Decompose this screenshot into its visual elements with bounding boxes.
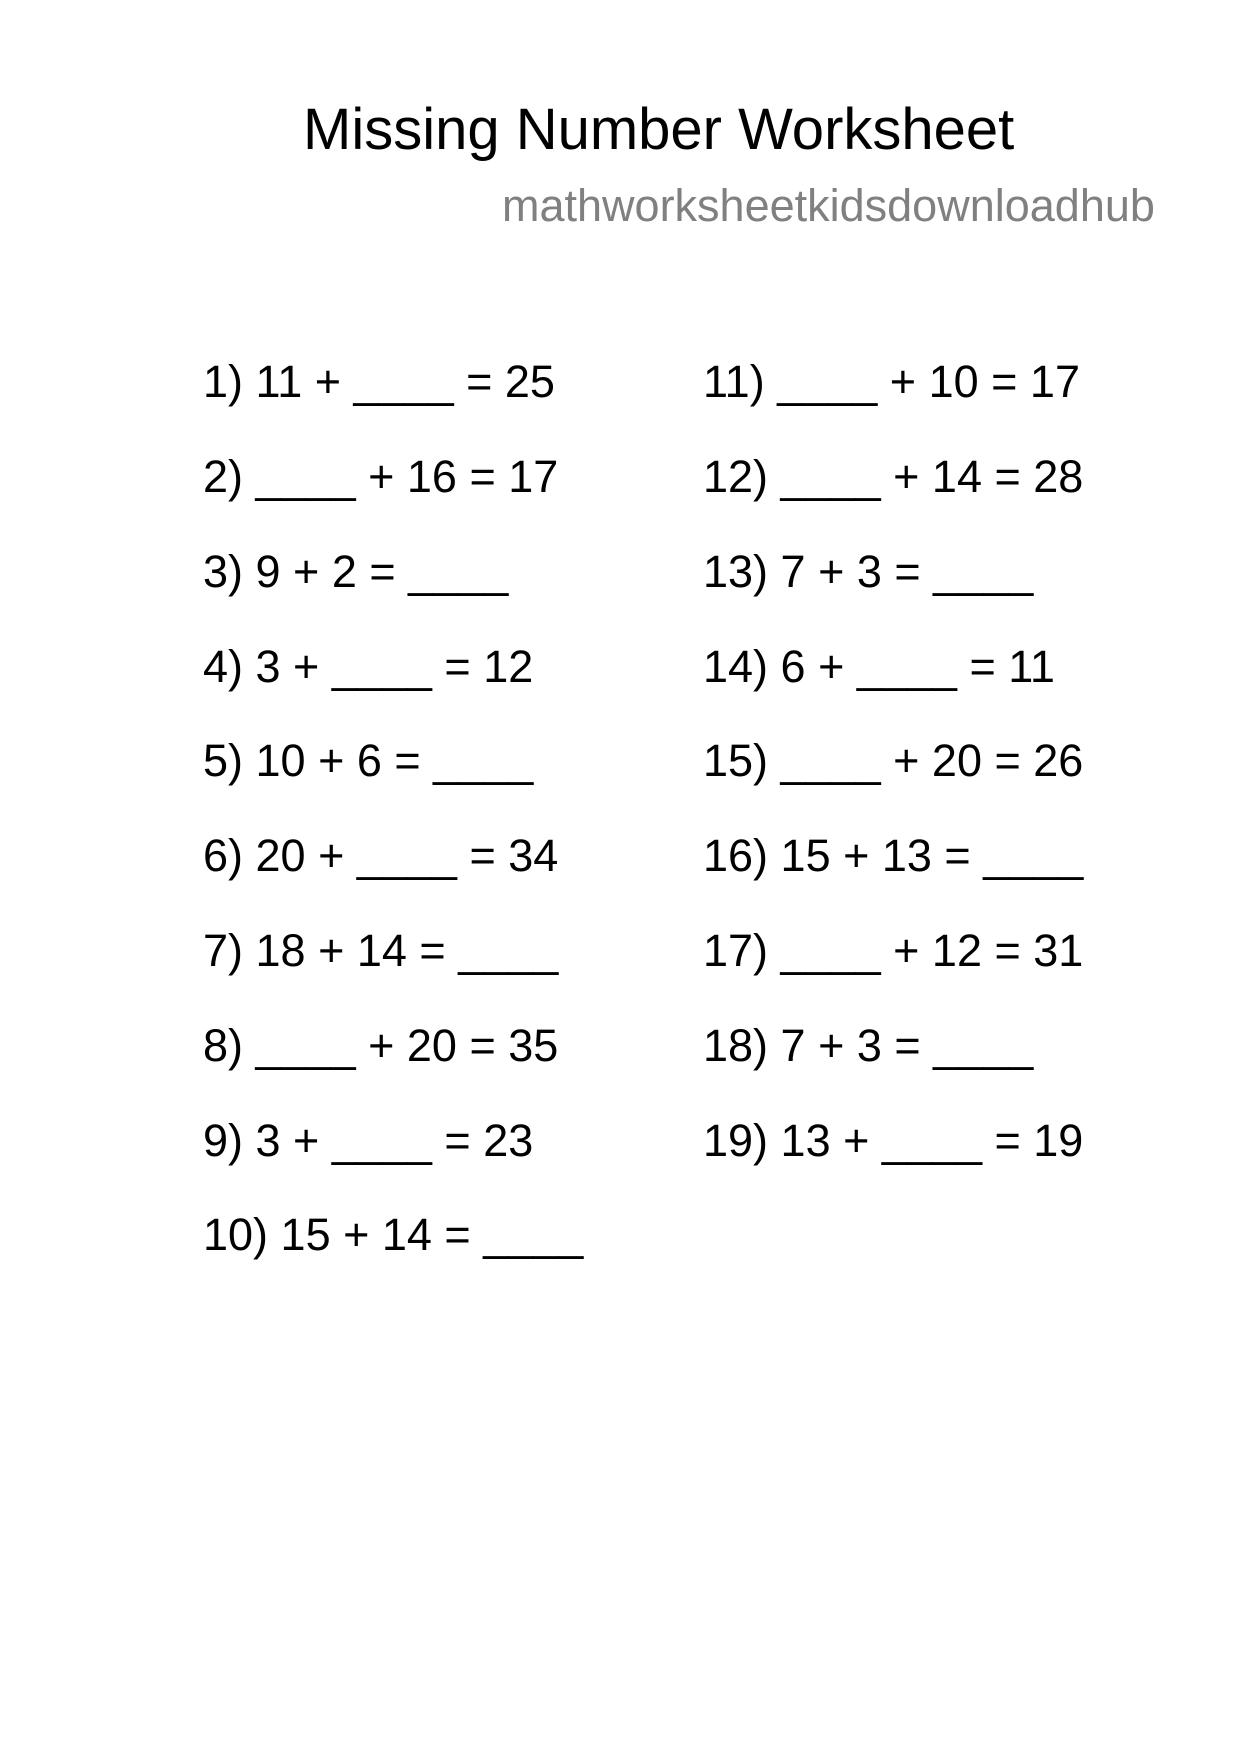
problem-3: 3) 9 + 2 = ____ — [203, 546, 509, 597]
problem-1: 1) 11 + ____ = 25 — [203, 356, 555, 407]
problem-10: 10) 15 + 14 = ____ — [203, 1209, 584, 1260]
source-watermark: mathworksheetkidsdownloadhub — [502, 180, 1155, 231]
problem-7: 7) 18 + 14 = ____ — [203, 925, 559, 976]
problem-16: 16) 15 + 13 = ____ — [703, 830, 1084, 881]
problem-8: 8) ____ + 20 = 35 — [203, 1020, 559, 1071]
problem-13: 13) 7 + 3 = ____ — [703, 546, 1034, 597]
problem-6: 6) 20 + ____ = 34 — [203, 830, 559, 881]
problem-11: 11) ____ + 10 = 17 — [703, 356, 1080, 407]
problem-18: 18) 7 + 3 = ____ — [703, 1020, 1034, 1071]
worksheet-title: Missing Number Worksheet — [303, 97, 1015, 162]
problem-9: 9) 3 + ____ = 23 — [203, 1115, 534, 1166]
problem-5: 5) 10 + 6 = ____ — [203, 735, 534, 786]
problem-4: 4) 3 + ____ = 12 — [203, 641, 534, 692]
problem-17: 17) ____ + 12 = 31 — [703, 925, 1084, 976]
problem-12: 12) ____ + 14 = 28 — [703, 451, 1084, 502]
problem-19: 19) 13 + ____ = 19 — [703, 1115, 1084, 1166]
problem-14: 14) 6 + ____ = 11 — [703, 641, 1055, 692]
problem-2: 2) ____ + 16 = 17 — [203, 451, 559, 502]
problem-15: 15) ____ + 20 = 26 — [703, 735, 1084, 786]
